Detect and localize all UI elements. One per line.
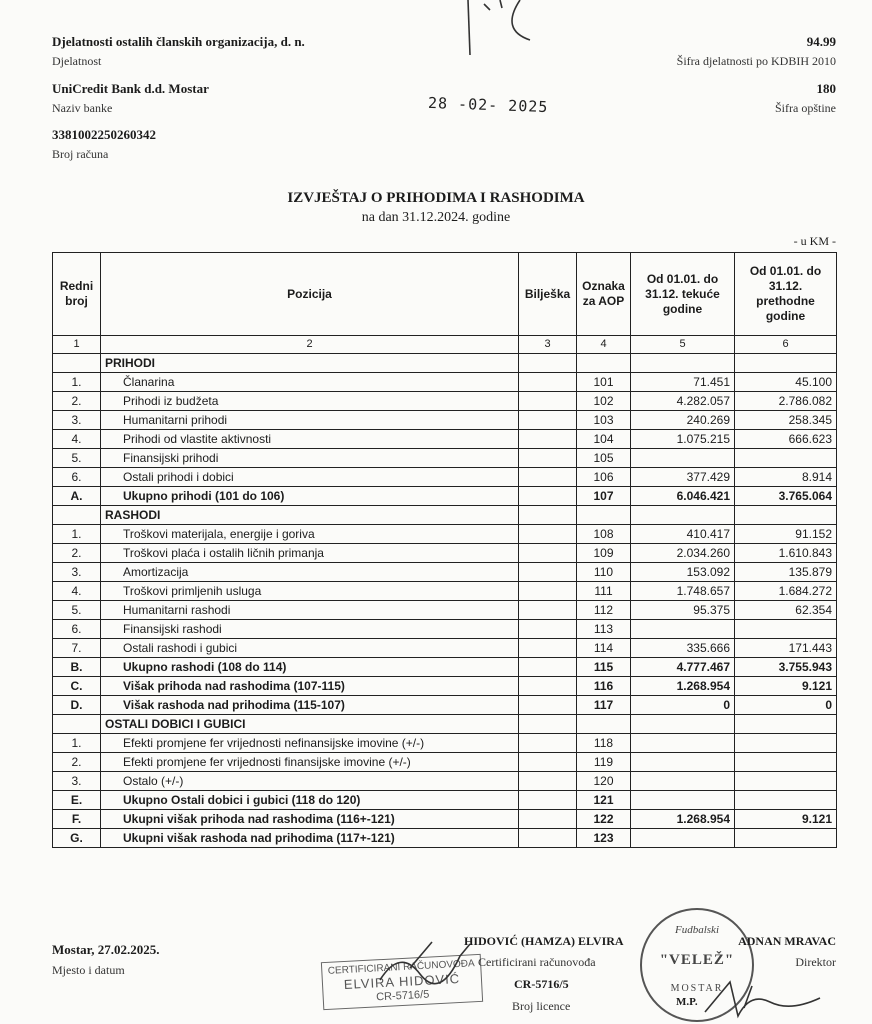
row-number: G. xyxy=(53,829,101,848)
row-previous-value: 91.152 xyxy=(735,525,837,544)
col-number: 2 xyxy=(101,336,519,354)
table-row xyxy=(53,544,837,563)
row-note xyxy=(519,791,577,810)
table-row xyxy=(53,601,837,620)
row-position: Prihodi od vlastite aktivnosti xyxy=(101,430,519,449)
received-stamp-fragment xyxy=(460,0,550,60)
activity-name: Djelatnosti ostalih članskih organizacija, d. n. xyxy=(52,34,305,49)
bank-name: UniCredit Bank d.d. Mostar xyxy=(52,81,209,96)
row-previous-value xyxy=(735,734,837,753)
row-aop xyxy=(577,715,631,734)
row-number xyxy=(53,506,101,525)
col-header-current-year: Od 01.01. do 31.12. tekuće godine xyxy=(631,253,735,336)
row-aop: 104 xyxy=(577,430,631,449)
row-number: 4. xyxy=(53,430,101,449)
table-row xyxy=(53,468,837,487)
row-previous-value xyxy=(735,449,837,468)
row-current-value: 240.269 xyxy=(631,411,735,430)
row-current-value: 153.092 xyxy=(631,563,735,582)
row-note xyxy=(519,392,577,411)
table-row xyxy=(53,753,837,772)
row-previous-value: 8.914 xyxy=(735,468,837,487)
activity-label: Djelatnost xyxy=(52,54,102,68)
row-previous-value xyxy=(735,791,837,810)
row-note xyxy=(519,810,577,829)
table-row xyxy=(53,582,837,601)
row-current-value xyxy=(631,506,735,525)
row-aop: 106 xyxy=(577,468,631,487)
row-current-value: 1.075.215 xyxy=(631,430,735,449)
row-number: 3. xyxy=(53,411,101,430)
row-previous-value xyxy=(735,715,837,734)
row-aop: 103 xyxy=(577,411,631,430)
row-previous-value xyxy=(735,772,837,791)
row-note xyxy=(519,696,577,715)
section-header-row xyxy=(53,506,837,525)
row-number: A. xyxy=(53,487,101,506)
mp-label: M.P. xyxy=(676,996,698,1008)
club-stamp-mid: "VELEŽ" xyxy=(659,952,735,968)
total-row xyxy=(53,658,837,677)
row-number: B. xyxy=(53,658,101,677)
row-aop: 113 xyxy=(577,620,631,639)
row-position: Troškovi primljenih usluga xyxy=(101,582,519,601)
row-note xyxy=(519,487,577,506)
row-current-value xyxy=(631,753,735,772)
row-aop: 107 xyxy=(577,487,631,506)
row-aop: 105 xyxy=(577,449,631,468)
table-row xyxy=(53,772,837,791)
row-aop: 117 xyxy=(577,696,631,715)
row-position: Ostalo (+/-) xyxy=(101,772,519,791)
row-position: Ukupno prihodi (101 do 106) xyxy=(101,487,519,506)
table-row xyxy=(53,525,837,544)
row-number: 7. xyxy=(53,639,101,658)
row-number: 5. xyxy=(53,601,101,620)
row-previous-value: 62.354 xyxy=(735,601,837,620)
income-expense-table xyxy=(52,252,837,848)
row-position: Ukupni višak prihoda nad rashodima (116+-121) xyxy=(101,810,519,829)
row-aop: 115 xyxy=(577,658,631,677)
row-current-value: 410.417 xyxy=(631,525,735,544)
row-position: Finansijski prihodi xyxy=(101,449,519,468)
report-subtitle: na dan 31.12.2024. godine xyxy=(361,210,511,225)
row-number: 2. xyxy=(53,392,101,411)
col-header-biljeska: Bilješka xyxy=(519,253,577,336)
row-number: 6. xyxy=(53,620,101,639)
row-position: RASHODI xyxy=(101,506,519,525)
row-note xyxy=(519,354,577,373)
row-current-value xyxy=(631,354,735,373)
row-current-value: 1.268.954 xyxy=(631,810,735,829)
row-number: 1. xyxy=(53,373,101,392)
row-current-value: 4.282.057 xyxy=(631,392,735,411)
row-number xyxy=(53,354,101,373)
row-number xyxy=(53,715,101,734)
currency-label: - u KM - xyxy=(793,234,836,248)
row-previous-value xyxy=(735,753,837,772)
row-current-value: 71.451 xyxy=(631,373,735,392)
report-title: IZVJEŠTAJ O PRIHODIMA I RASHODIMA xyxy=(287,190,585,206)
account-number: 3381002250260342 xyxy=(52,127,156,142)
row-current-value: 6.046.421 xyxy=(631,487,735,506)
row-current-value xyxy=(631,449,735,468)
col-number: 4 xyxy=(577,336,631,354)
municipality-code: 180 xyxy=(816,81,836,96)
director-name: ADNAN MRAVAC xyxy=(738,934,836,948)
row-note xyxy=(519,753,577,772)
row-current-value: 95.375 xyxy=(631,601,735,620)
row-number: D. xyxy=(53,696,101,715)
row-position: Humanitarni rashodi xyxy=(101,601,519,620)
row-position: Višak rashoda nad prihodima (115-107) xyxy=(101,696,519,715)
row-position: Ukupno rashodi (108 do 114) xyxy=(101,658,519,677)
row-note xyxy=(519,734,577,753)
row-aop: 116 xyxy=(577,677,631,696)
row-aop xyxy=(577,354,631,373)
row-previous-value: 1.610.843 xyxy=(735,544,837,563)
row-previous-value: 0 xyxy=(735,696,837,715)
row-previous-value xyxy=(735,354,837,373)
row-current-value: 377.429 xyxy=(631,468,735,487)
row-number: 3. xyxy=(53,563,101,582)
row-position: Prihodi iz budžeta xyxy=(101,392,519,411)
row-number: E. xyxy=(53,791,101,810)
col-number: 1 xyxy=(53,336,101,354)
row-previous-value: 135.879 xyxy=(735,563,837,582)
row-previous-value: 9.121 xyxy=(735,677,837,696)
table-row xyxy=(53,563,837,582)
row-number: 3. xyxy=(53,772,101,791)
row-number: C. xyxy=(53,677,101,696)
row-aop: 108 xyxy=(577,525,631,544)
license-number: CR-5716/5 xyxy=(514,977,569,991)
row-position: Humanitarni prihodi xyxy=(101,411,519,430)
row-note xyxy=(519,525,577,544)
row-previous-value xyxy=(735,829,837,848)
row-number: 5. xyxy=(53,449,101,468)
row-aop: 109 xyxy=(577,544,631,563)
row-position: Ukupni višak rashoda nad prihodima (117+-121) xyxy=(101,829,519,848)
accountant-stamp-line2: ELVIRA HIDOVIĆ xyxy=(343,970,461,993)
row-position: Višak prihoda nad rashodima (107-115) xyxy=(101,677,519,696)
row-previous-value xyxy=(735,620,837,639)
row-current-value: 0 xyxy=(631,696,735,715)
row-previous-value: 3.755.943 xyxy=(735,658,837,677)
row-note xyxy=(519,772,577,791)
table-row xyxy=(53,449,837,468)
row-note xyxy=(519,658,577,677)
row-note xyxy=(519,829,577,848)
col-number: 6 xyxy=(735,336,837,354)
row-note xyxy=(519,449,577,468)
club-stamp-bottom: MOSTAR xyxy=(670,983,724,994)
activity-code: 94.99 xyxy=(806,34,836,49)
row-note xyxy=(519,677,577,696)
accountant-stamp-line1: CERTIFICIRANI RAČUNOVOĐA xyxy=(327,958,475,977)
section-header-row xyxy=(53,354,837,373)
activity-code-label: Šifra djelatnosti po KDBIH 2010 xyxy=(676,54,836,68)
row-previous-value: 666.623 xyxy=(735,430,837,449)
row-note xyxy=(519,620,577,639)
total-row xyxy=(53,810,837,829)
row-position: Ostali prihodi i dobici xyxy=(101,468,519,487)
row-note xyxy=(519,544,577,563)
row-aop: 119 xyxy=(577,753,631,772)
director-signature xyxy=(700,972,840,1022)
row-previous-value: 258.345 xyxy=(735,411,837,430)
row-previous-value xyxy=(735,506,837,525)
col-header-redni-broj: Redni broj xyxy=(53,253,101,336)
total-row xyxy=(53,791,837,810)
received-date-stamp: 28 -02- 2025 xyxy=(427,93,549,117)
row-aop: 123 xyxy=(577,829,631,848)
row-position: PRIHODI xyxy=(101,354,519,373)
place-date-label: Mjesto i datum xyxy=(52,963,125,977)
row-position: Troškovi materijala, energije i goriva xyxy=(101,525,519,544)
accountant-name: HIDOVIĆ (HAMZA) ELVIRA xyxy=(464,934,624,948)
col-header-aop: Oznaka za AOP xyxy=(577,253,631,336)
row-current-value: 335.666 xyxy=(631,639,735,658)
row-note xyxy=(519,506,577,525)
club-stamp-top: Fudbalski xyxy=(675,924,719,936)
row-position: Ostali rashodi i gubici xyxy=(101,639,519,658)
table-row xyxy=(53,373,837,392)
row-position: Ukupno Ostali dobici i gubici (118 do 120) xyxy=(101,791,519,810)
director-label: Direktor xyxy=(795,955,836,969)
row-position: Efekti promjene fer vrijednosti nefinansijske imovine (+/-) xyxy=(101,734,519,753)
row-number: 6. xyxy=(53,468,101,487)
row-current-value: 1.748.657 xyxy=(631,582,735,601)
col-header-previous-year: Od 01.01. do 31.12. prethodne godine xyxy=(735,253,837,336)
col-number: 5 xyxy=(631,336,735,354)
row-note xyxy=(519,430,577,449)
row-number: 2. xyxy=(53,544,101,563)
row-number: 2. xyxy=(53,753,101,772)
row-aop: 110 xyxy=(577,563,631,582)
row-aop: 118 xyxy=(577,734,631,753)
row-position: Finansijski rashodi xyxy=(101,620,519,639)
col-number: 3 xyxy=(519,336,577,354)
row-position: OSTALI DOBICI I GUBICI xyxy=(101,715,519,734)
total-row xyxy=(53,829,837,848)
row-aop: 121 xyxy=(577,791,631,810)
place-date: Mostar, 27.02.2025. xyxy=(52,942,160,957)
row-note xyxy=(519,373,577,392)
row-aop: 122 xyxy=(577,810,631,829)
row-aop: 120 xyxy=(577,772,631,791)
row-note xyxy=(519,601,577,620)
row-position: Amortizacija xyxy=(101,563,519,582)
row-previous-value: 45.100 xyxy=(735,373,837,392)
row-position: Članarina xyxy=(101,373,519,392)
account-label: Broj računa xyxy=(52,147,109,161)
bank-label: Naziv banke xyxy=(52,101,113,115)
total-row xyxy=(53,696,837,715)
section-header-row xyxy=(53,715,837,734)
table-header-row xyxy=(53,253,837,336)
total-row xyxy=(53,487,837,506)
row-aop: 112 xyxy=(577,601,631,620)
col-header-pozicija: Pozicija xyxy=(101,253,519,336)
row-number: 4. xyxy=(53,582,101,601)
table-row xyxy=(53,639,837,658)
row-previous-value: 3.765.064 xyxy=(735,487,837,506)
row-current-value: 4.777.467 xyxy=(631,658,735,677)
column-number-row xyxy=(53,336,837,354)
row-aop: 101 xyxy=(577,373,631,392)
accountant-stamp-line3: CR-5716/5 xyxy=(375,988,430,1004)
total-row xyxy=(53,677,837,696)
row-current-value xyxy=(631,734,735,753)
row-note xyxy=(519,411,577,430)
row-number: 1. xyxy=(53,525,101,544)
row-note xyxy=(519,715,577,734)
row-position: Troškovi plaća i ostalih ličnih primanja xyxy=(101,544,519,563)
row-aop: 102 xyxy=(577,392,631,411)
row-note xyxy=(519,563,577,582)
row-previous-value: 9.121 xyxy=(735,810,837,829)
row-previous-value: 2.786.082 xyxy=(735,392,837,411)
table-row xyxy=(53,411,837,430)
row-current-value: 1.268.954 xyxy=(631,677,735,696)
row-number: F. xyxy=(53,810,101,829)
table-row xyxy=(53,734,837,753)
accountant-label: Certificirani računovođa xyxy=(478,955,596,969)
row-current-value: 2.034.260 xyxy=(631,544,735,563)
license-label: Broj licence xyxy=(512,999,571,1013)
table-row xyxy=(53,392,837,411)
table-row xyxy=(53,620,837,639)
row-aop: 111 xyxy=(577,582,631,601)
row-aop xyxy=(577,506,631,525)
row-number: 1. xyxy=(53,734,101,753)
row-note xyxy=(519,468,577,487)
row-aop: 114 xyxy=(577,639,631,658)
row-note xyxy=(519,582,577,601)
row-current-value xyxy=(631,829,735,848)
row-current-value xyxy=(631,715,735,734)
table-row xyxy=(53,430,837,449)
row-position: Efekti promjene fer vrijednosti finansijske imovine (+/-) xyxy=(101,753,519,772)
row-current-value xyxy=(631,620,735,639)
row-previous-value: 171.443 xyxy=(735,639,837,658)
row-previous-value: 1.684.272 xyxy=(735,582,837,601)
row-note xyxy=(519,639,577,658)
row-current-value xyxy=(631,772,735,791)
row-current-value xyxy=(631,791,735,810)
municipality-code-label: Šifra opštine xyxy=(775,101,836,115)
